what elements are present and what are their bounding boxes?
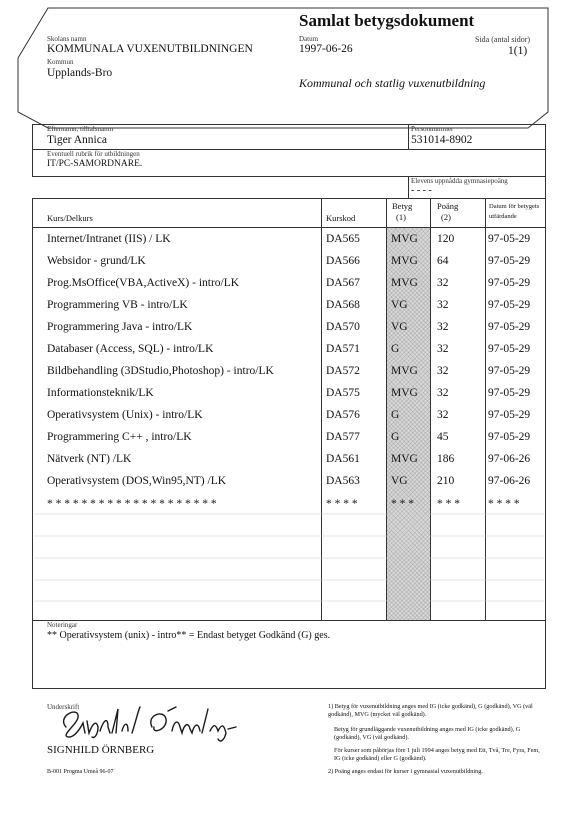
code-cell: DA577 xyxy=(326,431,360,443)
signature-name: SIGNHILD ÖRNBERG xyxy=(47,744,155,756)
points-cell: 32 xyxy=(437,277,449,289)
grade-cell: MVG xyxy=(391,453,418,465)
filler-points-cell: * * * xyxy=(437,498,460,510)
table-row xyxy=(32,251,545,273)
grade-cell: VG xyxy=(391,321,408,333)
points-value: - - - - xyxy=(411,185,432,196)
grade-cell: MVG xyxy=(391,255,418,267)
table-row xyxy=(32,471,545,493)
signature-label: Underskrift xyxy=(47,703,80,711)
footnote-1a: 1) Betyg för vuxenutbildning anges med IG (icke godkänd), G (godkänd), VG (väl godkänd), MVG (mycket väl godkänd). xyxy=(328,703,533,718)
date-cell: 97-05-29 xyxy=(488,321,531,333)
course-cell: Websidor - grund/LK xyxy=(47,255,146,267)
course-cell: Programmering Java - intro/LK xyxy=(47,321,193,333)
table-row xyxy=(32,405,545,427)
code-cell: DA571 xyxy=(326,343,360,355)
date-cell: 97-05-29 xyxy=(488,409,531,421)
course-cell: Prog.MsOffice(VBA,ActiveX) - intro/LK xyxy=(47,277,240,289)
subtitle: Kommunal och statlig vuxenutbildning xyxy=(299,76,486,90)
course-cell: Informationsteknik/LK xyxy=(47,387,154,399)
date-cell: 97-05-29 xyxy=(488,233,531,245)
date-cell: 97-06-26 xyxy=(488,475,531,487)
points-cell: 32 xyxy=(437,299,449,311)
grade-cell: G xyxy=(391,409,400,421)
code-cell: DA567 xyxy=(326,277,360,289)
header-grade: Betyg xyxy=(392,201,413,211)
course-cell: Databaser (Access, SQL) - intro/LK xyxy=(47,343,214,355)
code-cell: DA565 xyxy=(326,233,360,245)
points-cell: 32 xyxy=(437,321,449,333)
rubric-label: Eventuell rubrik för utbildningen xyxy=(47,150,140,158)
filler-grade-cell: * * * xyxy=(391,498,414,510)
table-row xyxy=(32,427,545,449)
table-row xyxy=(32,229,545,251)
grade-cell: VG xyxy=(391,299,408,311)
grade-cell: G xyxy=(391,431,400,443)
date-cell: 97-05-29 xyxy=(488,365,531,377)
table-row xyxy=(32,339,545,361)
notes-text: ** Operativsystem (unix) - intro** = Endast betyget Godkänd (G) ges. xyxy=(47,630,331,641)
filler-code-cell: * * * * xyxy=(326,498,358,510)
course-cell: Programmering VB - intro/LK xyxy=(47,299,188,311)
grade-cell: G xyxy=(391,343,400,355)
date-cell: 97-05-29 xyxy=(488,299,531,311)
grade-cell: VG xyxy=(391,475,408,487)
points-cell: 32 xyxy=(437,343,449,355)
pages-value: 1(1) xyxy=(508,45,528,57)
document-title: Samlat betygsdokument xyxy=(299,11,475,30)
code-cell: DA575 xyxy=(326,387,360,399)
table-row xyxy=(32,361,545,383)
date-label: Datum xyxy=(299,35,319,43)
footnote-1b: Betyg för grundläggande vuxenutbildning anges med IG (icke godkänd), G (godkänd), VG (väl godkänd). xyxy=(334,726,521,741)
code-cell: DA570 xyxy=(326,321,360,333)
header-points-note: (2) xyxy=(441,212,451,222)
name-value: Tiger Annica xyxy=(47,134,107,146)
points-cell: 210 xyxy=(437,475,455,487)
course-cell: Nätverk (NT) /LK xyxy=(47,453,132,465)
code-cell: DA566 xyxy=(326,255,360,267)
points-cell: 45 xyxy=(437,431,449,443)
code-cell: DA568 xyxy=(326,299,360,311)
header-course: Kurs/Delkurs xyxy=(47,213,93,223)
date-value: 1997-06-26 xyxy=(299,43,353,55)
footnote-1c: För kurser som påbörjas före 1 juli 1994 anges betyg med Ett, Två, Tre, Fyra, Fem, IG (icke godkänd) eller G (godkänd). xyxy=(334,747,540,762)
rubric-value: IT/PC-SAMORDNARE. xyxy=(47,159,143,169)
header-grade-note: (1) xyxy=(396,212,406,222)
points-cell: 186 xyxy=(437,453,455,465)
course-cell: Operativsystem (Unix) - intro/LK xyxy=(47,409,203,421)
course-cell: Operativsystem (DOS,Win95,NT) /LK xyxy=(47,475,227,487)
code-cell: DA576 xyxy=(326,409,360,421)
filler-course-cell: * * * * * * * * * * * * * * * * * * * * xyxy=(47,498,217,510)
table-row xyxy=(32,273,545,295)
notes-label: Noteringar xyxy=(47,621,78,629)
date-cell: 97-05-29 xyxy=(488,255,531,267)
municipality-value: Upplands-Bro xyxy=(47,67,113,79)
grade-cell: MVG xyxy=(391,365,418,377)
header-points: Poäng xyxy=(437,201,459,211)
grade-cell: MVG xyxy=(391,277,418,289)
table-row xyxy=(32,383,545,405)
header-date: Datum för betygets utfärdande xyxy=(489,203,540,220)
course-cell: Bildbehandling (3DStudio,Photoshop) - intro/LK xyxy=(47,365,274,377)
table-row xyxy=(32,449,545,471)
footnote-2: 2) Poäng anges endast för kurser i gymnasial vuxenutbildning. xyxy=(328,768,483,775)
header-code: Kurskod xyxy=(326,213,356,223)
points-cell: 32 xyxy=(437,365,449,377)
table-row xyxy=(32,295,545,317)
course-cell: Internet/Intranet (IIS) / LK xyxy=(47,233,171,245)
handwritten-signature xyxy=(52,697,252,745)
points-cell: 32 xyxy=(437,387,449,399)
points-label: Elevens uppnådda gymnasiepoäng xyxy=(411,177,508,185)
date-cell: 97-05-29 xyxy=(488,343,531,355)
points-cell: 64 xyxy=(437,255,449,267)
grade-cell: MVG xyxy=(391,387,418,399)
table-row xyxy=(32,317,545,339)
date-cell: 97-06-26 xyxy=(488,453,531,465)
date-cell: 97-05-29 xyxy=(488,387,531,399)
name-label: Efternamn, tilltalsnamn xyxy=(47,125,114,133)
code-cell: DA563 xyxy=(326,475,360,487)
pnr-value: 531014-8902 xyxy=(411,134,473,146)
school-label: Skolans namn xyxy=(47,35,87,43)
filler-row xyxy=(32,494,545,516)
code-cell: DA561 xyxy=(326,453,360,465)
municipality-label: Kommun xyxy=(47,58,74,66)
course-cell: Programmering C++ , intro/LK xyxy=(47,431,192,443)
form-id: B-001 Progma Umeå 96-07 xyxy=(47,769,114,775)
pages-label: Sida (antal sidor) xyxy=(475,35,531,44)
code-cell: DA572 xyxy=(326,365,360,377)
points-cell: 32 xyxy=(437,409,449,421)
school-value: KOMMUNALA VUXENUTBILDNINGEN xyxy=(47,43,253,55)
date-cell: 97-05-29 xyxy=(488,277,531,289)
filler-date-cell: * * * * xyxy=(488,498,520,510)
pnr-label: Personnummer xyxy=(411,125,454,133)
points-cell: 120 xyxy=(437,233,455,245)
date-cell: 97-05-29 xyxy=(488,431,531,443)
grade-cell: MVG xyxy=(391,233,418,245)
